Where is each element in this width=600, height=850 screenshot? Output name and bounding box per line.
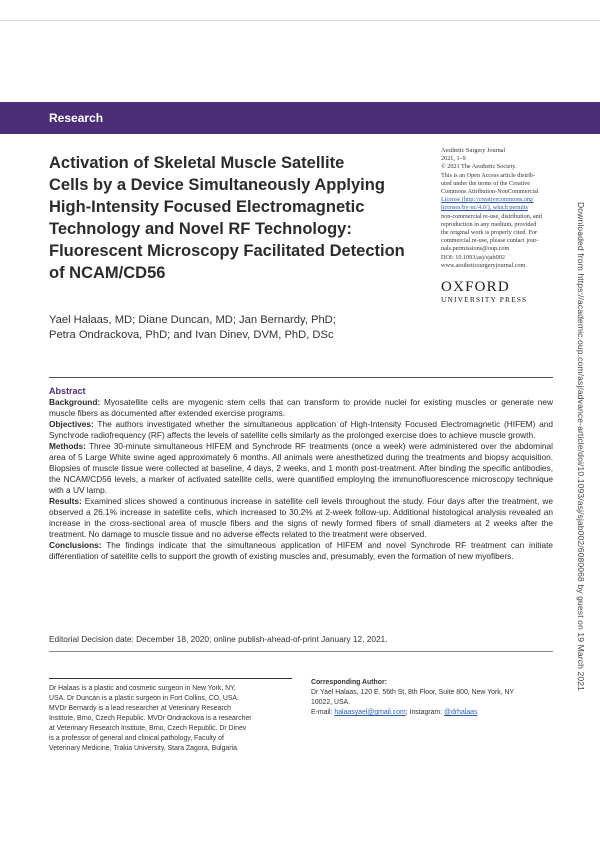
- affiliation-line: Veterinary Medicine, Trakia University, Stara Zagora, Bulgaria.: [49, 745, 239, 752]
- title-line: of NCAM/CD56: [49, 264, 166, 282]
- meta-line: uted under the terms of the Creative: [441, 179, 530, 187]
- editorial-decision: Editorial Decision date: December 18, 2020; online publish-ahead-of-print January 12, 2021.: [49, 634, 388, 644]
- corresponding-address: 10022, USA.: [311, 699, 351, 706]
- affiliations: [49, 684, 294, 754]
- download-watermark: Downloaded from https://academic.oup.com/asj/advance-article/doi/10.1093/asj/sjab002/6080068 by guest on 19 March 2021: [576, 202, 586, 692]
- title-line: Technology and Novel RF Technology:: [49, 220, 352, 238]
- meta-line: © 2021 The Aesthetic Society.: [441, 163, 517, 171]
- affiliation-line: at Veterinary Research Institute, Brno, Czech Republic. Dr Dinev: [49, 725, 247, 732]
- abstract-results: Results: Examined slices showed a continuous increase in satellite cell levels throughout the study. Four days after the treatment, we observed a 26.1% increase in satellite cells, which increased to 30.2% at 2-week follow-up. Additional histological analysis revealed an increase in the cross-sectional area of muscle fibers and the signs of newly formed fibers of small diameters at 2 weeks after the treatment. No damage to muscle tissue and no adverse effects related to the treatment were observed.: [49, 496, 553, 539]
- abstract-objectives: Objectives: The authors investigated whether the simultaneous application of High-Intensity Focused Electromagnetic (HIFEM) and Synchrode radiofrequency (RF) affects the levels of satellite cells similarly as the prolonged exercise does to achieve muscle growth.: [49, 419, 554, 440]
- abstract-background: Background: Myosatellite cells are myogenic stem cells that can transform to provide nuclei for existing muscles or generate new muscle fibers as documented after extended exercise programs.: [49, 397, 554, 418]
- university-press-text: UNIVERSITY PRESS: [441, 295, 528, 304]
- abstract-conclusions: Conclusions: The findings indicate that the simultaneous application of HIFEM and novel Synchrode RF treatment can initiate differentiation of satellite cells to support the growth of existing muscles and, presumably, even the formation of new myofibers.: [49, 540, 553, 561]
- license-link[interactable]: licenses/by-nc/4.0/), which permits: [441, 204, 528, 212]
- affiliation-line: Dr Halaas is a plastic and cosmetic surgeon in New York, NY,: [49, 685, 236, 692]
- abstract-bottom-rule: [49, 651, 553, 652]
- title-line: High-Intensity Focused Electromagnetic: [49, 198, 365, 216]
- affiliation-line: is a professor of general and clinical pathology, Faculty of: [49, 735, 224, 742]
- license-link[interactable]: License (http://creativecommons.org/: [441, 196, 534, 204]
- oxford-logo: [441, 279, 566, 304]
- meta-line: reproduction in any medium, provided: [441, 220, 537, 228]
- abstract-heading: Abstract: [49, 386, 86, 396]
- section-label: Research: [49, 111, 104, 125]
- author-line: Petra Ondrackova, PhD; and Ivan Dinev, DVM, PhD, DSc: [49, 329, 334, 341]
- title-line: Activation of Skeletal Muscle Satellite: [49, 154, 345, 172]
- title-line: Cells by a Device Simultaneously Applying: [49, 176, 385, 194]
- abstract-methods: Methods: Three 30-minute simultaneous HIFEM and Synchrode RF treatments (once a week) were administered over the abdominal area of 5 Large White swine aged approximately 6 months. All animals were anesthetized during the treatments and biopsy acquisition. Biopsies of muscle tissue were collected at baseline, 4 days, 2 weeks, and 1 month post-treatment. After binding the specific antibodies, the NCAM/CD56 levels, a marker of activated satellite cells, were quantified employing the immunofluorescence microscopy technique with a UV lamp.: [49, 441, 553, 495]
- author-list: [49, 313, 449, 343]
- meta-line: This is an Open Access article distrib-: [441, 171, 536, 179]
- journal-meta: [441, 147, 566, 270]
- doi: DOI: 10.1093/asj/sjab002: [441, 253, 505, 261]
- corresponding-heading: Corresponding Author:: [311, 679, 387, 686]
- abstract-top-rule: [49, 377, 553, 378]
- journal-website: www.aestheticsurgeryjournal.com: [441, 261, 526, 269]
- top-divider: [0, 20, 600, 21]
- footnote-rule: [49, 678, 292, 679]
- affiliation-line: Institute, Brno, Czech Republic. MVDr Ondrackova is a researcher: [49, 715, 252, 722]
- author-line: Yael Halaas, MD; Diane Duncan, MD; Jan Bernardy, PhD;: [49, 314, 336, 326]
- section-band: [0, 102, 600, 134]
- journal-name: Aesthetic Surgery Journal: [441, 147, 506, 154]
- journal-volume: 2021, 1–9: [441, 155, 466, 163]
- meta-line: Commons Attribution-NonCommercial: [441, 188, 539, 196]
- corresponding-address: Dr Yael Halaas, 120 E. 56th St, 8th Floor, Suite 800, New York, NY: [311, 689, 515, 696]
- affiliation-line: MVDr Bernardy is a lead researcher at Veterinary Research: [49, 705, 231, 712]
- abstract: [49, 385, 553, 562]
- meta-line: nals.permissions@oup.com: [441, 245, 510, 253]
- instagram-link[interactable]: @drhalaas: [444, 709, 478, 716]
- meta-line: non-commercial re-use, distribution, and: [441, 212, 542, 220]
- corresponding-author: [311, 678, 561, 718]
- article-title: [49, 152, 419, 284]
- contact-line: E-mail: halaasyael@gmail.com; Instagram: @drhalaas: [311, 709, 478, 716]
- affiliation-line: USA. Dr Duncan is a plastic surgeon in Fort Collins, CO, USA.: [49, 695, 239, 702]
- title-line: Fluorescent Microscopy Facilitated Detection: [49, 242, 405, 260]
- oxford-wordmark: OXFORD: [441, 279, 510, 295]
- meta-line: the original work is properly cited. For: [441, 229, 538, 237]
- meta-line: commercial re-use, please contact jour-: [441, 237, 539, 245]
- email-link[interactable]: halaasyael@gmail.com: [334, 709, 406, 716]
